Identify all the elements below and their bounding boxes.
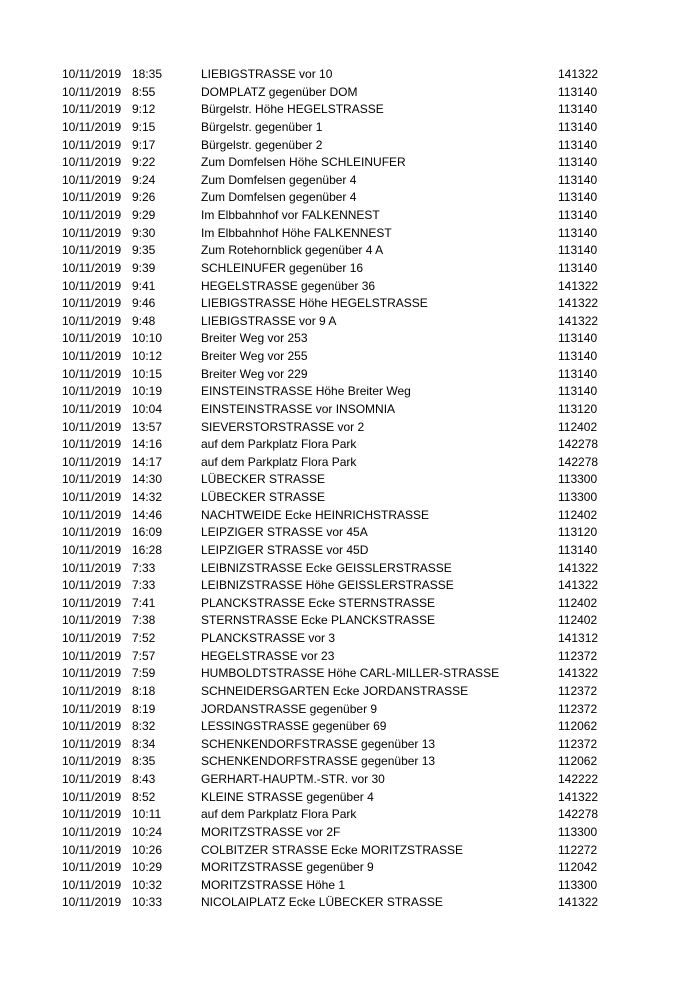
location-cell: STERNSTRASSE Ecke PLANCKSTRASSE <box>201 613 436 628</box>
code-cell: 113140 <box>558 366 598 381</box>
location-cell: Bürgelstr. Höhe HEGELSTRASSE <box>201 102 384 117</box>
location-cell: GERHART-HAUPTM.-STR. vor 30 <box>201 772 385 786</box>
date-cell: 10/11/2019 <box>62 613 122 628</box>
location-cell: Im Elbbahnhof vor FALKENNEST <box>201 208 380 222</box>
time-cell: 9:24 <box>132 172 156 187</box>
code-cell: 141322 <box>558 560 599 575</box>
code-cell: 113300 <box>558 472 598 487</box>
date-cell: 10/11/2019 <box>62 454 122 469</box>
table-row <box>0 225 700 243</box>
time-cell: 9:41 <box>132 278 156 293</box>
location-cell: Zum Domfelsen gegenüber 4 <box>201 172 357 187</box>
time-cell: 10:24 <box>132 824 163 839</box>
time-cell: 14:17 <box>132 454 163 469</box>
code-cell: 141322 <box>558 578 599 593</box>
time-cell: 10:15 <box>132 366 163 381</box>
table-row <box>0 753 700 771</box>
time-cell: 9:30 <box>132 225 156 240</box>
date-cell: 10/11/2019 <box>62 296 122 311</box>
location-cell: Im Elbbahnhof Höhe FALKENNEST <box>201 225 392 240</box>
code-cell: 141322 <box>558 895 599 910</box>
code-cell: 142278 <box>558 437 599 452</box>
location-cell: LEIBNIZSTRASSE Höhe GEISSLERSTRASSE <box>201 578 454 593</box>
location-cell: auf dem Parkplatz Flora Park <box>201 807 357 822</box>
code-cell: 112402 <box>558 507 598 522</box>
code-cell: 113140 <box>558 137 598 152</box>
date-cell: 10/11/2019 <box>62 595 122 610</box>
location-cell: LÜBECKER STRASSE <box>201 490 326 504</box>
table-row <box>0 683 700 701</box>
code-cell: 113140 <box>558 208 598 222</box>
code-cell: 112372 <box>558 736 598 751</box>
time-cell: 14:32 <box>132 490 163 504</box>
location-cell: LIEBIGSTRASSE Höhe HEGELSTRASSE <box>201 296 428 311</box>
location-cell: LESSINGSTRASSE gegenüber 69 <box>201 719 387 734</box>
time-cell: 10:32 <box>132 877 163 892</box>
date-cell: 10/11/2019 <box>62 860 122 875</box>
code-cell: 113140 <box>558 190 598 205</box>
date-cell: 10/11/2019 <box>62 719 122 734</box>
code-cell: 113140 <box>558 542 598 557</box>
time-cell: 10:10 <box>132 331 163 346</box>
location-cell: PLANCKSTRASSE vor 3 <box>201 631 336 645</box>
location-cell: Breiter Weg vor 229 <box>201 366 308 381</box>
time-cell: 9:15 <box>132 119 156 134</box>
date-cell: 10/11/2019 <box>62 895 122 910</box>
code-cell: 112042 <box>558 860 598 875</box>
table-row <box>0 877 700 895</box>
code-cell: 142278 <box>558 807 599 822</box>
table-row <box>0 189 700 207</box>
location-cell: Zum Domfelsen Höhe SCHLEINUFER <box>201 155 406 170</box>
time-cell: 9:17 <box>132 137 156 152</box>
code-cell: 113140 <box>558 102 598 117</box>
code-cell: 112402 <box>558 613 598 628</box>
code-cell: 113140 <box>558 384 598 399</box>
location-cell: Breiter Weg vor 253 <box>201 331 308 346</box>
date-cell: 10/11/2019 <box>62 137 122 152</box>
location-cell: LIEBIGSTRASSE vor 9 A <box>201 313 337 328</box>
table-row <box>0 101 700 119</box>
table-row <box>0 154 700 172</box>
location-cell: LEIBNIZSTRASSE Ecke GEISSLERSTRASSE <box>201 560 452 575</box>
code-cell: 112272 <box>558 842 598 857</box>
table-row <box>0 278 700 296</box>
time-cell: 8:35 <box>132 754 156 769</box>
date-cell: 10/11/2019 <box>62 824 122 839</box>
time-cell: 18:35 <box>132 67 163 81</box>
code-cell: 141322 <box>558 278 599 293</box>
table-row <box>0 542 700 560</box>
code-cell: 113140 <box>558 349 598 363</box>
table-row <box>0 560 700 578</box>
location-cell: COLBITZER STRASSE Ecke MORITZSTRASSE <box>201 842 464 857</box>
date-cell: 10/11/2019 <box>62 877 122 892</box>
code-cell: 112372 <box>558 701 598 716</box>
table-row <box>0 348 700 366</box>
time-cell: 9:35 <box>132 243 156 258</box>
time-cell: 16:09 <box>132 525 163 540</box>
table-row <box>0 612 700 630</box>
location-cell: Bürgelstr. gegenüber 2 <box>201 137 323 152</box>
date-cell: 10/11/2019 <box>62 525 122 540</box>
time-cell: 8:55 <box>132 84 156 99</box>
code-cell: 141312 <box>558 631 599 645</box>
time-cell: 8:19 <box>132 701 156 716</box>
date-cell: 10/11/2019 <box>62 313 122 328</box>
time-cell: 9:26 <box>132 190 156 205</box>
code-cell: 113120 <box>558 525 598 540</box>
code-cell: 113140 <box>558 243 598 258</box>
time-cell: 14:16 <box>132 437 163 452</box>
table-row <box>0 524 700 542</box>
table-row <box>0 242 700 260</box>
date-cell: 10/11/2019 <box>62 172 122 187</box>
code-cell: 113300 <box>558 490 598 504</box>
time-cell: 8:18 <box>132 683 156 698</box>
time-cell: 7:33 <box>132 560 156 575</box>
table-row <box>0 313 700 331</box>
table-row <box>0 806 700 824</box>
table-row <box>0 630 700 648</box>
date-cell: 10/11/2019 <box>62 542 122 557</box>
time-cell: 14:30 <box>132 472 163 487</box>
location-cell: Bürgelstr. gegenüber 1 <box>201 119 323 134</box>
time-cell: 7:52 <box>132 631 156 645</box>
table-row <box>0 842 700 860</box>
location-cell: DOMPLATZ gegenüber DOM <box>201 84 358 99</box>
date-cell: 10/11/2019 <box>62 701 122 716</box>
table-row <box>0 172 700 190</box>
table-row <box>0 84 700 102</box>
time-cell: 10:19 <box>132 384 163 399</box>
date-cell: 10/11/2019 <box>62 260 122 275</box>
table-row <box>0 771 700 789</box>
table-row <box>0 66 700 84</box>
date-cell: 10/11/2019 <box>62 666 122 681</box>
code-cell: 113140 <box>558 84 598 99</box>
data-table <box>0 66 700 912</box>
code-cell: 113120 <box>558 401 598 416</box>
location-cell: auf dem Parkplatz Flora Park <box>201 437 357 452</box>
date-cell: 10/11/2019 <box>62 736 122 751</box>
code-cell: 113140 <box>558 119 598 134</box>
time-cell: 9:48 <box>132 313 156 328</box>
date-cell: 10/11/2019 <box>62 631 122 645</box>
date-cell: 10/11/2019 <box>62 683 122 698</box>
date-cell: 10/11/2019 <box>62 490 122 504</box>
table-row <box>0 330 700 348</box>
location-cell: Zum Rotehornblick gegenüber 4 A <box>201 243 384 258</box>
code-cell: 141322 <box>558 313 599 328</box>
time-cell: 7:57 <box>132 648 156 663</box>
table-row <box>0 824 700 842</box>
table-row <box>0 436 700 454</box>
date-cell: 10/11/2019 <box>62 208 122 222</box>
date-cell: 10/11/2019 <box>62 419 122 434</box>
date-cell: 10/11/2019 <box>62 119 122 134</box>
code-cell: 142222 <box>558 772 599 786</box>
date-cell: 10/11/2019 <box>62 331 122 346</box>
code-cell: 141322 <box>558 666 599 681</box>
table-row <box>0 894 700 912</box>
table-row <box>0 577 700 595</box>
date-cell: 10/11/2019 <box>62 754 122 769</box>
code-cell: 112402 <box>558 595 598 610</box>
table-row <box>0 701 700 719</box>
date-cell: 10/11/2019 <box>62 842 122 857</box>
date-cell: 10/11/2019 <box>62 437 122 452</box>
date-cell: 10/11/2019 <box>62 225 122 240</box>
time-cell: 13:57 <box>132 419 163 434</box>
code-cell: 112372 <box>558 683 598 698</box>
location-cell: KLEINE STRASSE gegenüber 4 <box>201 789 374 804</box>
date-cell: 10/11/2019 <box>62 578 122 593</box>
date-cell: 10/11/2019 <box>62 472 122 487</box>
table-row <box>0 295 700 313</box>
table-row <box>0 119 700 137</box>
location-cell: SCHLEINUFER gegenüber 16 <box>201 260 364 275</box>
date-cell: 10/11/2019 <box>62 243 122 258</box>
location-cell: LÜBECKER STRASSE <box>201 472 326 487</box>
table-row <box>0 207 700 225</box>
date-cell: 10/11/2019 <box>62 648 122 663</box>
time-cell: 10:29 <box>132 860 163 875</box>
code-cell: 113300 <box>558 824 598 839</box>
code-cell: 112062 <box>558 719 598 734</box>
location-cell: JORDANSTRASSE gegenüber 9 <box>201 701 378 716</box>
date-cell: 10/11/2019 <box>62 789 122 804</box>
code-cell: 141322 <box>558 67 599 81</box>
table-row <box>0 789 700 807</box>
location-cell: Zum Domfelsen gegenüber 4 <box>201 190 357 205</box>
time-cell: 7:59 <box>132 666 156 681</box>
code-cell: 141322 <box>558 789 599 804</box>
time-cell: 9:12 <box>132 102 156 117</box>
date-cell: 10/11/2019 <box>62 190 122 205</box>
table-row <box>0 489 700 507</box>
time-cell: 8:52 <box>132 789 156 804</box>
time-cell: 9:29 <box>132 208 156 222</box>
date-cell: 10/11/2019 <box>62 155 122 170</box>
table-row <box>0 718 700 736</box>
table-row <box>0 366 700 384</box>
time-cell: 10:12 <box>132 349 163 363</box>
location-cell: LIEBIGSTRASSE vor 10 <box>201 67 333 81</box>
time-cell: 7:38 <box>132 613 156 628</box>
date-cell: 10/11/2019 <box>62 366 122 381</box>
location-cell: NACHTWEIDE Ecke HEINRICHSTRASSE <box>201 507 430 522</box>
time-cell: 14:46 <box>132 507 163 522</box>
time-cell: 10:04 <box>132 401 163 416</box>
code-cell: 112062 <box>558 754 598 769</box>
code-cell: 113140 <box>558 225 598 240</box>
time-cell: 8:34 <box>132 736 156 751</box>
table-row <box>0 648 700 666</box>
code-cell: 112372 <box>558 648 598 663</box>
table-row <box>0 507 700 525</box>
code-cell: 113140 <box>558 260 598 275</box>
time-cell: 9:39 <box>132 260 156 275</box>
table-row <box>0 471 700 489</box>
time-cell: 8:32 <box>132 719 156 734</box>
location-cell: EINSTEINSTRASSE vor INSOMNIA <box>201 401 396 416</box>
date-cell: 10/11/2019 <box>62 102 122 117</box>
location-cell: EINSTEINSTRASSE Höhe Breiter Weg <box>201 384 411 399</box>
date-cell: 10/11/2019 <box>62 384 122 399</box>
location-cell: SCHNEIDERSGARTEN Ecke JORDANSTRASSE <box>201 683 469 698</box>
code-cell: 113140 <box>558 172 598 187</box>
time-cell: 8:43 <box>132 772 156 786</box>
time-cell: 16:28 <box>132 542 163 557</box>
date-cell: 10/11/2019 <box>62 401 122 416</box>
table-row <box>0 419 700 437</box>
location-cell: PLANCKSTRASSE Ecke STERNSTRASSE <box>201 595 436 610</box>
location-cell: auf dem Parkplatz Flora Park <box>201 454 357 469</box>
time-cell: 9:22 <box>132 155 156 170</box>
location-cell: SCHENKENDORFSTRASSE gegenüber 13 <box>201 736 436 751</box>
code-cell: 113300 <box>558 877 598 892</box>
table-row <box>0 736 700 754</box>
location-cell: SCHENKENDORFSTRASSE gegenüber 13 <box>201 754 436 769</box>
date-cell: 10/11/2019 <box>62 772 122 786</box>
table-row <box>0 401 700 419</box>
code-cell: 113140 <box>558 331 598 346</box>
location-cell: HUMBOLDTSTRASSE Höhe CARL-MILLER-STRASSE <box>201 666 500 681</box>
date-cell: 10/11/2019 <box>62 807 122 822</box>
code-cell: 113140 <box>558 155 598 170</box>
table-row <box>0 859 700 877</box>
time-cell: 9:46 <box>132 296 156 311</box>
code-cell: 142278 <box>558 454 599 469</box>
location-cell: LEIPZIGER STRASSE vor 45A <box>201 525 368 540</box>
location-cell: MORITZSTRASSE gegenüber 9 <box>201 860 374 875</box>
date-cell: 10/11/2019 <box>62 507 122 522</box>
location-cell: NICOLAIPLATZ Ecke LÜBECKER STRASSE <box>201 895 443 910</box>
date-cell: 10/11/2019 <box>62 278 122 293</box>
date-cell: 10/11/2019 <box>62 67 122 81</box>
time-cell: 10:33 <box>132 895 163 910</box>
date-cell: 10/11/2019 <box>62 560 122 575</box>
location-cell: SIEVERSTORSTRASSE vor 2 <box>201 419 365 434</box>
location-cell: LEIPZIGER STRASSE vor 45D <box>201 542 369 557</box>
table-row <box>0 260 700 278</box>
location-cell: HEGELSTRASSE gegenüber 36 <box>201 278 376 293</box>
time-cell: 7:41 <box>132 595 156 610</box>
date-cell: 10/11/2019 <box>62 84 122 99</box>
time-cell: 10:11 <box>132 807 162 822</box>
location-cell: MORITZSTRASSE Höhe 1 <box>201 877 346 892</box>
date-cell: 10/11/2019 <box>62 349 122 363</box>
table-row <box>0 137 700 155</box>
location-cell: HEGELSTRASSE vor 23 <box>201 648 335 663</box>
code-cell: 141322 <box>558 296 599 311</box>
time-cell: 10:26 <box>132 842 163 857</box>
table-row <box>0 454 700 472</box>
time-cell: 7:33 <box>132 578 156 593</box>
table-row <box>0 383 700 401</box>
location-cell: MORITZSTRASSE vor 2F <box>201 824 341 839</box>
code-cell: 112402 <box>558 419 598 434</box>
location-cell: Breiter Weg vor 255 <box>201 349 308 363</box>
table-row <box>0 595 700 613</box>
table-row <box>0 665 700 683</box>
